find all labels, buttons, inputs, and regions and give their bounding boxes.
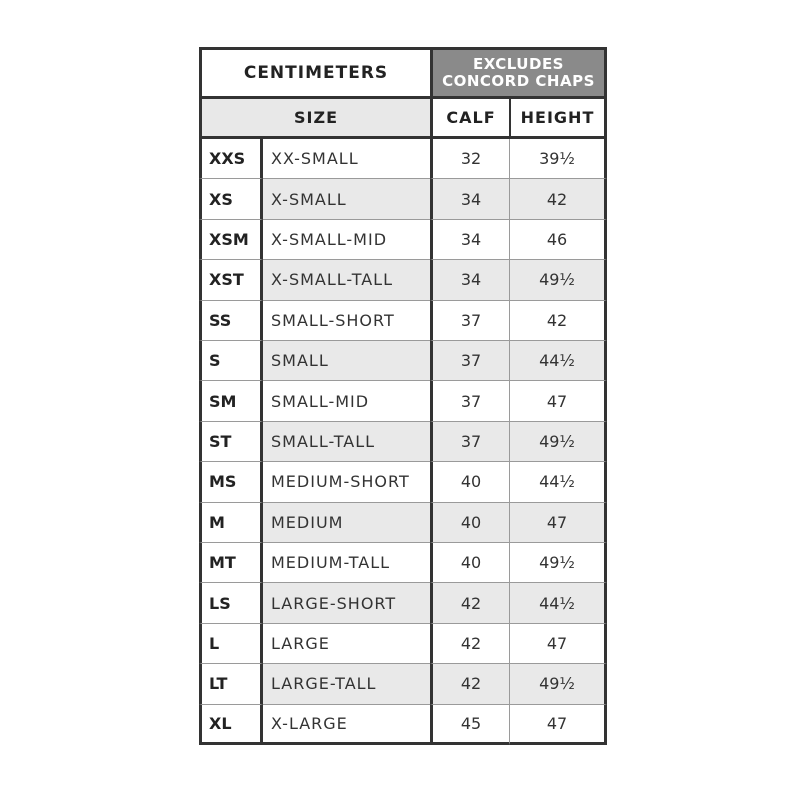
size-name: SMALL [263,341,430,381]
calf-value: 34 [430,179,509,219]
size-name: LARGE-TALL [263,664,430,704]
table-row [199,422,607,462]
column-header-size: SIZE [199,99,430,139]
table-row [199,583,607,623]
table-row [199,503,607,543]
calf-value: 42 [430,624,509,664]
height-value: 44½ [509,583,607,623]
size-abbreviation: XS [199,179,263,219]
size-abbreviation: SS [199,301,263,341]
exclusion-note-line2: CONCORD CHAPS [442,72,595,90]
calf-value: 37 [430,341,509,381]
size-abbreviation: SM [199,381,263,421]
size-abbreviation: XXS [199,139,263,179]
column-header-calf: CALF [430,99,509,139]
size-name: SMALL-SHORT [263,301,430,341]
height-value: 47 [509,381,607,421]
size-name: LARGE-SHORT [263,583,430,623]
calf-value: 40 [430,543,509,583]
height-value: 49½ [509,543,607,583]
size-name: X-SMALL-MID [263,220,430,260]
height-value: 42 [509,301,607,341]
height-value: 47 [509,624,607,664]
table-row [199,139,607,179]
calf-value: 40 [430,503,509,543]
calf-value: 40 [430,462,509,502]
calf-value: 32 [430,139,509,179]
height-value: 47 [509,503,607,543]
size-abbreviation: XSM [199,220,263,260]
calf-value: 37 [430,422,509,462]
table-row [199,179,607,219]
size-abbreviation: L [199,624,263,664]
size-name: X-LARGE [263,705,430,745]
size-abbreviation: S [199,341,263,381]
calf-value: 45 [430,705,509,745]
table-row [199,705,607,745]
height-value: 47 [509,705,607,745]
table-row [199,664,607,704]
size-name: MEDIUM-SHORT [263,462,430,502]
height-value: 49½ [509,664,607,704]
units-heading: CENTIMETERS [199,47,430,99]
table-row [199,462,607,502]
table-row [199,341,607,381]
height-value: 49½ [509,422,607,462]
size-abbreviation: LT [199,664,263,704]
size-name: SMALL-TALL [263,422,430,462]
height-value: 42 [509,179,607,219]
table-row [199,381,607,421]
calf-value: 37 [430,381,509,421]
size-name: LARGE [263,624,430,664]
size-name: XX-SMALL [263,139,430,179]
size-abbreviation: ST [199,422,263,462]
size-abbreviation: MS [199,462,263,502]
calf-value: 34 [430,260,509,300]
size-name: MEDIUM-TALL [263,543,430,583]
height-value: 39½ [509,139,607,179]
size-name: X-SMALL [263,179,430,219]
height-value: 44½ [509,341,607,381]
size-name: SMALL-MID [263,381,430,421]
size-abbreviation: LS [199,583,263,623]
size-abbreviation: XL [199,705,263,745]
column-header-height: HEIGHT [509,99,607,139]
calf-value: 34 [430,220,509,260]
table-row [199,301,607,341]
size-abbreviation: MT [199,543,263,583]
calf-value: 37 [430,301,509,341]
table-row [199,260,607,300]
height-value: 46 [509,220,607,260]
exclusion-note [430,47,607,99]
table-row [199,220,607,260]
calf-value: 42 [430,664,509,704]
calf-value: 42 [430,583,509,623]
table-row [199,543,607,583]
size-name: X-SMALL-TALL [263,260,430,300]
size-name: MEDIUM [263,503,430,543]
size-abbreviation: M [199,503,263,543]
exclusion-note-line1: EXCLUDES [473,55,564,73]
size-chart [199,47,607,750]
height-value: 49½ [509,260,607,300]
table-row [199,624,607,664]
size-abbreviation: XST [199,260,263,300]
height-value: 44½ [509,462,607,502]
